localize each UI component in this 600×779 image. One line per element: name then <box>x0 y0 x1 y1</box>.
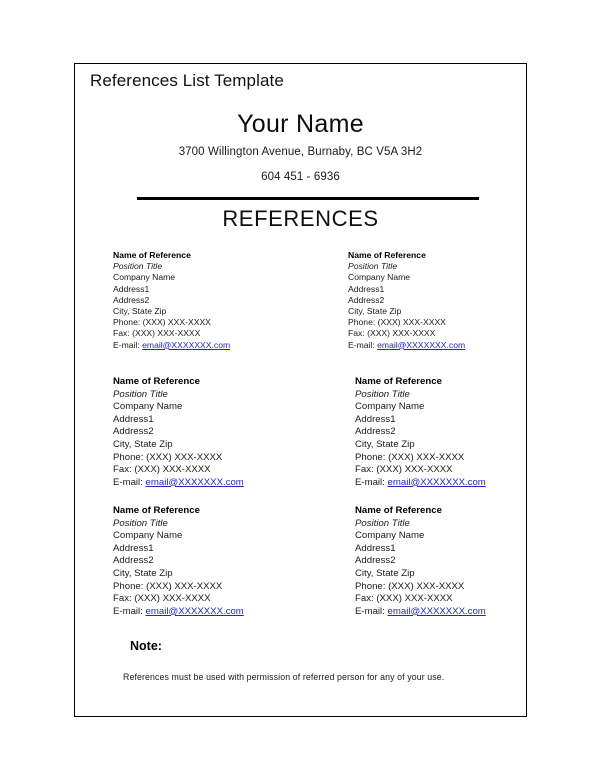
note-heading: Note: <box>130 639 162 653</box>
reference-position-title: Position Title <box>355 388 410 400</box>
reference-fax: Fax: (XXX) XXX-XXXX <box>113 593 211 605</box>
reference-email-row <box>113 477 244 490</box>
reference-email-link[interactable]: email@XXXXXXX.com <box>145 605 244 617</box>
reference-company: Company Name <box>348 272 411 283</box>
reference-fax: Fax: (XXX) XXX-XXXX <box>355 593 453 605</box>
reference-block <box>355 505 486 618</box>
note-body: References must be used with permission of referred person for any of your use. <box>123 672 445 682</box>
reference-position-title: Position Title <box>348 261 398 272</box>
reference-address1: Address1 <box>355 413 396 425</box>
reference-email-row <box>355 477 486 490</box>
reference-position-title: Position Title <box>355 517 410 529</box>
reference-email-label: E-mail: <box>355 605 385 617</box>
reference-block <box>348 250 465 351</box>
reference-block <box>113 505 244 618</box>
reference-email-label: E-mail: <box>113 476 143 488</box>
letterhead <box>75 109 526 183</box>
reference-email-link[interactable]: email@XXXXXXX.com <box>387 476 486 488</box>
header-divider <box>137 197 479 200</box>
reference-phone: Phone: (XXX) XXX-XXXX <box>348 317 446 328</box>
reference-email-link[interactable]: email@XXXXXXX.com <box>387 605 486 617</box>
reference-phone: Phone: (XXX) XXX-XXXX <box>355 451 465 463</box>
reference-email-label: E-mail: <box>113 339 140 350</box>
reference-position-title: Position Title <box>113 261 163 272</box>
reference-city-state-zip: City, State Zip <box>113 306 167 317</box>
reference-address1: Address1 <box>348 283 385 294</box>
section-heading-references: REFERENCES <box>222 206 379 231</box>
reference-email-label: E-mail: <box>348 339 375 350</box>
reference-phone: Phone: (XXX) XXX-XXXX <box>113 317 211 328</box>
reference-email-link[interactable]: email@XXXXXXX.com <box>377 339 466 350</box>
reference-city-state-zip: City, State Zip <box>348 306 402 317</box>
reference-company: Company Name <box>113 401 183 413</box>
reference-fax: Fax: (XXX) XXX-XXXX <box>113 328 201 339</box>
reference-company: Company Name <box>113 272 176 283</box>
reference-email-row <box>355 606 486 619</box>
person-phone: 604 451 - 6936 <box>261 171 340 183</box>
document-page <box>74 63 527 717</box>
reference-company: Company Name <box>113 530 183 542</box>
reference-city-state-zip: City, State Zip <box>113 438 173 450</box>
reference-address1: Address1 <box>113 283 150 294</box>
reference-phone: Phone: (XXX) XXX-XXXX <box>113 580 223 592</box>
reference-address2: Address2 <box>113 294 150 305</box>
reference-name: Name of Reference <box>113 505 200 516</box>
reference-email-link[interactable]: email@XXXXXXX.com <box>145 476 244 488</box>
reference-phone: Phone: (XXX) XXX-XXXX <box>113 451 223 463</box>
reference-block <box>113 376 244 489</box>
reference-address2: Address2 <box>113 555 154 567</box>
reference-address2: Address2 <box>348 294 385 305</box>
reference-email-row <box>113 340 230 351</box>
reference-name: Name of Reference <box>348 250 426 260</box>
reference-address1: Address1 <box>113 413 154 425</box>
reference-address1: Address1 <box>355 542 396 554</box>
reference-company: Company Name <box>355 401 425 413</box>
page-title: References List Template <box>90 71 284 90</box>
person-name: Your Name <box>237 110 364 138</box>
reference-position-title: Position Title <box>113 517 168 529</box>
reference-address2: Address2 <box>355 426 396 438</box>
reference-name: Name of Reference <box>355 505 442 516</box>
reference-name: Name of Reference <box>113 376 200 387</box>
reference-city-state-zip: City, State Zip <box>355 567 415 579</box>
reference-fax: Fax: (XXX) XXX-XXXX <box>355 464 453 476</box>
reference-phone: Phone: (XXX) XXX-XXXX <box>355 580 465 592</box>
reference-name: Name of Reference <box>113 250 191 260</box>
reference-company: Company Name <box>355 530 425 542</box>
reference-position-title: Position Title <box>113 388 168 400</box>
reference-email-label: E-mail: <box>113 605 143 617</box>
reference-block <box>355 376 486 489</box>
reference-city-state-zip: City, State Zip <box>355 438 415 450</box>
reference-fax: Fax: (XXX) XXX-XXXX <box>113 464 211 476</box>
reference-email-row <box>113 606 244 619</box>
reference-email-link[interactable]: email@XXXXXXX.com <box>142 339 231 350</box>
reference-block <box>113 250 230 351</box>
person-address: 3700 Willington Avenue, Burnaby, BC V5A 3H2 <box>178 146 423 158</box>
reference-address1: Address1 <box>113 542 154 554</box>
reference-email-row <box>348 340 465 351</box>
reference-city-state-zip: City, State Zip <box>113 567 173 579</box>
reference-fax: Fax: (XXX) XXX-XXXX <box>348 328 436 339</box>
reference-address2: Address2 <box>113 426 154 438</box>
reference-name: Name of Reference <box>355 376 442 387</box>
reference-address2: Address2 <box>355 555 396 567</box>
reference-email-label: E-mail: <box>355 476 385 488</box>
